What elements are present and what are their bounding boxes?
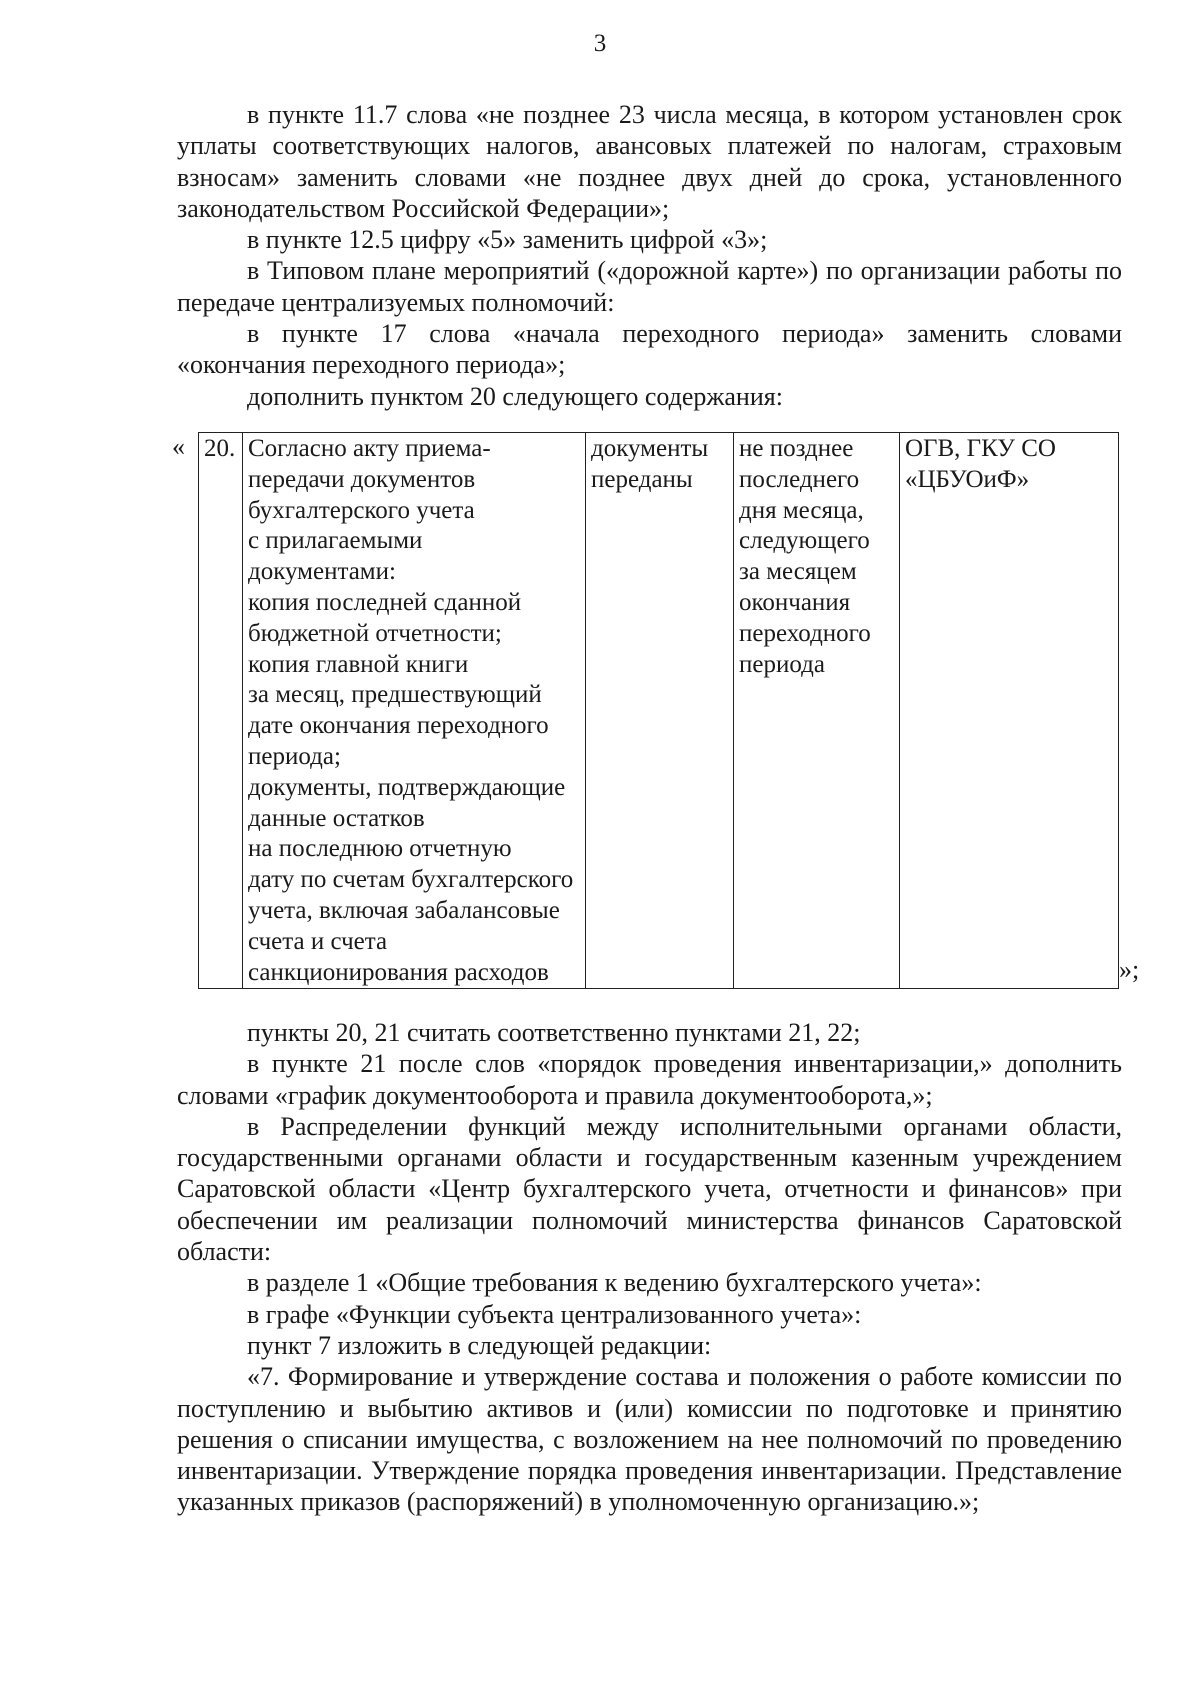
responsible-line: «ЦБУОиФ» (905, 465, 1030, 493)
event-line: Согласно акту приема- (248, 435, 491, 462)
row-number: 20. (204, 435, 236, 462)
paragraph: в пункте 17 слова «начала переходного периода» заменить словами «окончания переходного периода»; (177, 319, 1122, 380)
event-line: данные остатков (248, 804, 425, 832)
paragraph: в пункте 11.7 слова «не позднее 23 числа месяца, в котором установлен срок уплаты соответствующих налогов, авансовых платежей по налогам, страховым взносам» заменить словами «не позднее двух дней до срока, установленного законодательством Российской Федерации»; (177, 100, 1122, 223)
text-block-bottom (177, 1017, 1122, 1518)
event-line: передачи документов (248, 465, 476, 493)
event-line: на последнюю отчетную (248, 835, 512, 863)
table-open-quote: « (172, 432, 185, 461)
amendment-table-block (172, 432, 1152, 992)
deadline-cell (734, 433, 900, 989)
event-line: счета и счета (248, 927, 388, 955)
event-line: за месяц, предшествующий (248, 681, 542, 709)
event-line: дату по счетам бухгалтерского (248, 866, 574, 894)
result-cell (586, 433, 734, 989)
deadline-line: окончания (739, 588, 851, 616)
paragraph: пункты 20, 21 считать соответственно пунктами 21, 22; (247, 1018, 861, 1047)
paragraph: в графе «Функции субъекта централизованного учета»: (247, 1299, 862, 1329)
event-line: дате окончания переходного (248, 712, 549, 740)
event-line: с прилагаемыми (248, 527, 423, 555)
event-line: документами: (248, 558, 396, 586)
event-line: копия главной книги (248, 650, 469, 678)
deadline-line: последнего (739, 465, 860, 493)
responsible-cell (900, 433, 1119, 989)
deadline-line: следующего (739, 527, 870, 555)
responsible-line: ОГВ, ГКУ СО (905, 435, 1056, 462)
event-line: документы, подтверждающие (248, 773, 566, 801)
result-line: переданы (591, 465, 693, 493)
row-number-cell (199, 433, 243, 989)
paragraph: в Типовом плане мероприятий («дорожной карте») по организации работы по передаче централизуемых полномочий: (177, 256, 1122, 317)
table-close-quote: »; (1119, 955, 1140, 984)
table-row (199, 433, 1119, 989)
paragraph: в разделе 1 «Общие требования к ведению бухгалтерского учета»: (247, 1268, 982, 1298)
paragraph: пункт 7 изложить в следующей редакции: (247, 1330, 712, 1360)
paragraph: дополнить пунктом 20 следующего содержания: (247, 381, 783, 411)
text-block-top (177, 99, 1122, 412)
event-line: копия последней сданной (248, 588, 522, 616)
paragraph: «7. Формирование и утверждение состава и положения о работе комиссии по поступлению и выбытию активов и (или) комиссии по подготовке и принятию решения о списании имущества, с возложением на нее полномочий по проведению инвентаризации. Утверждение порядка проведения инвентаризации. Представление указанных приказов (распоряжений) в уполномоченную организацию.»; (177, 1362, 1122, 1517)
amendment-table (198, 432, 1119, 989)
paragraph: в Распределении функций между исполнительными органами области, государственными органами области и государственным казенным учреждением Саратовской области «Центр бухгалтерского учета, отчетности и финансов» при обеспечении им реализации полномочий министерства финансов Саратовской области: (177, 1111, 1122, 1267)
deadline-line: периода (739, 650, 825, 678)
deadline-line: переходного (739, 619, 871, 647)
event-line: санкционирования расходов (248, 958, 549, 986)
paragraph: в пункте 12.5 цифру «5» заменить цифрой «3»; (247, 225, 768, 255)
paragraph: в пункте 21 после слов «порядок проведения инвентаризации,» дополнить словами «график документооборота и правила документооборота,»; (177, 1049, 1122, 1110)
event-line: бухгалтерского учета (248, 496, 475, 524)
deadline-line: дня месяца, (739, 496, 864, 524)
event-line: бюджетной отчетности; (248, 619, 502, 647)
deadline-line: за месяцем (739, 558, 857, 586)
event-line: учета, включая забалансовые (248, 896, 560, 924)
deadline-line: не позднее (739, 435, 854, 462)
result-line: документы (591, 435, 709, 462)
page-number: 3 (593, 30, 607, 57)
event-cell (243, 433, 586, 989)
event-line: периода; (248, 742, 341, 770)
